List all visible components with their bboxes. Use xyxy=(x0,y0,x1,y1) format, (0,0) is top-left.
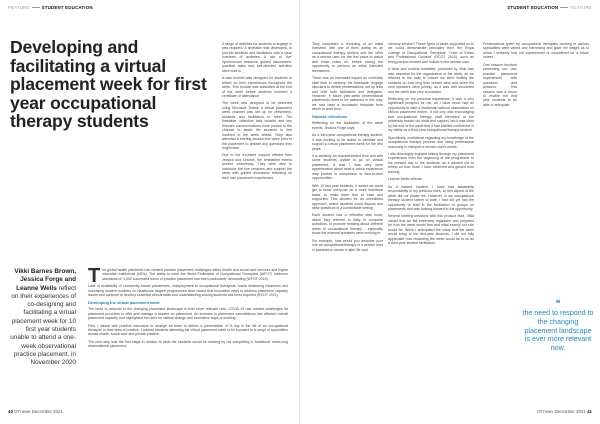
body-paragraph: Each student had a reflective task book, which they referred to daily to complete questions, to promote thinking about different areas of occupational therapy - especially those the external speakers were working in. xyxy=(312,213,383,236)
section-heading: Developing the virtual placement week xyxy=(88,299,160,305)
body-paragraph: memory service? These types of tasks supported us to we could demonstrate principles from the Royal College of Occupational Therapists' 'Code of Ethics and Professional Conduct' (RCOT 2015), such as being person-centred and holistic to the service user. xyxy=(388,42,474,64)
header-rule xyxy=(560,7,568,8)
intro-paragraph: Lack of availability of community-based placements, redeployment of occupational therapists, social distancing measures and increasing student numbers on healthcare degree programmes have meant that innovative ways to address placement capacity issues and continue to develop essential clinical skills and understanding among students has been required (RCOT 2021). xyxy=(88,284,288,298)
body-paragraph: Presentations given by occupational therapists working in various specialities were varied and interesting and gave me insight as to areas I certainly had not experienced or considered for a future career. xyxy=(483,42,589,60)
body-paragraph: I also thoroughly enjoyed talking through my placement experiences from the beginning of the programme to the present day to the students, as it allowed me to reflect on how much I have achieved and gained from training. xyxy=(388,151,474,174)
body-paragraph: A range of activities for students to engage in was required. A timetable was developed, to provide students and facilitators with a clear overview of activities. A mix of 'live' synchronous sessions, guided discussions, practical tasks and self-directed activities were built in. xyxy=(222,42,292,73)
body-paragraph: Several briefing sessions with this product lead, Vikki meant that we felt extremely organised and prepared for how the week would flow and what exactly our role would be. While I anticipated the value that the week would bring to the first-year students, I did not fully appreciate how rewarding the week would be to us as a third-year student facilitators. xyxy=(388,214,474,246)
page-number: 40 xyxy=(8,409,13,414)
header-section-title: STUDENT EDUCATION xyxy=(41,5,93,10)
article-title: Developing and facilitating a virtual placement week for first year occupational therapy students xyxy=(10,37,207,132)
body-paragraph: There was an increased impact on university staff time to develop the timetable, engage clinicians to deliver presentations, set up links and brief both facilitators and delegates. However, if future year-week observational placements need to be delivered in this way, we now have a successful template from which to work from. xyxy=(312,76,383,112)
header-section-label: FEATURE xyxy=(570,5,592,10)
body-paragraph: For example, how would you describe your role as occupational therapy in a service user in paediatrics versus in later life and xyxy=(312,238,383,252)
section-heading: Student reflections xyxy=(312,113,348,119)
body-paragraph: The week was designed to be delivered using Microsoft Teams. A virtual placement week channel was set up for presenters, students and facilitators to meet. The timetable, reflective task booklet and key relevant communications were posted to the channel to assist the students to feel involved in the week ahead. They also attended a briefing session the week prior to the placement to answer any questions they might have. xyxy=(222,101,292,150)
body-paragraph: With 10 first-year students, it meant we could get to know everyone on a more individual basis, to make them feel at ease and supported. This allowed for an uninhibited approach, where students could discuss and raise questions in a comfortable setting. xyxy=(312,183,383,210)
header-rule xyxy=(32,7,40,8)
intro-paragraph: he global health pandemic has created practice placement challenges within health and social care services and higher education institutions (HEIs). The ability to meet the World Federation of Occupational Therapists (WFOT) minimum standards of '1,000 successful hours of practice placement has been particularly' demanding (WFOT 2016). xyxy=(102,268,288,281)
body-paragraph: Reflecting on my personal experience, it was a very significant prospect for me, as I have never had an opportunity to take a leadership without observation on clinical placement before. It not only was encouraging that occupational therapy staff members at the university trusted our skills and support, but it was clear by the end of the week that it had instilled confidence in my ability as a third-year occupational therapy student. xyxy=(388,96,474,133)
body-paragraph: It is certainly an unprecedented time and with some students unable to go on clinical placement, it was I was very were apprehensive about what a virtual experience may provide in comparison to face-to-face opportunities. xyxy=(312,153,383,181)
body-paragraph: Due to the excellent support offered from Jessica and Leanne, the timetabled events worked seamlessly. They were able to introduce the live sessions and support the week with guided discussion reflecting on their own placement experiences. xyxy=(222,153,292,180)
body-column-4 xyxy=(388,42,474,249)
body-column-2 xyxy=(222,42,292,183)
body-column-5 xyxy=(483,42,589,110)
intro-paragraph: The next step was the first stage in relation to what the students would be missing by not completing a 'traditional' week-long observational placement. xyxy=(88,339,288,349)
header-section-title: STUDENT EDUCATION xyxy=(507,5,559,10)
drop-cap: T xyxy=(88,265,101,287)
left-running-header xyxy=(8,5,93,10)
pull-quote xyxy=(521,300,595,353)
body-paragraph: As a mature student, I have had leadership responsibility in my previous roles, so this aspect of the week did not phase me. However, in my occupational therapy student career to date, I had not yet had the opportunity to lead in the facilitation of groups on placements and was looking forward to the opportunity. xyxy=(388,184,474,211)
body-paragraph: They completed a recording of an initial interview, with one of them acting as an occupational therapy student and the other as a service user, for the first years to watch and make notes on, before having the opportunity to perform an initial interview themselves. xyxy=(312,42,383,73)
page-number: 41 xyxy=(587,409,592,414)
publication-name: OTnews December 2021 xyxy=(14,409,63,414)
pull-quote-text: the need to respond to the changing placement landscape is ever more relevant now. xyxy=(522,309,594,353)
body-paragraph: Leanne Wells reflects: xyxy=(388,177,423,182)
right-footer xyxy=(537,409,592,414)
standfirst-authors: Vikki Barnes Brown, Jessica Forge and Leanne Wells xyxy=(14,268,76,292)
body-column-3 xyxy=(312,42,383,255)
intro-column xyxy=(88,265,288,352)
body-paragraph: One session involved presenting our own practice placement experiences with questions and answers. This session was a forum to enable the first year students to be able to anticipate xyxy=(483,62,517,107)
body-paragraph: As a third-year occupational therapy student, it was exciting to be asked to facilitate and support a virtual placement week for the first years. xyxy=(312,133,383,151)
publication-name: OTnews December 2021 xyxy=(537,409,586,414)
standfirst-text: reflect on their experiences of co-designing and facilitating a virtual placement week for 10 first year students unable to attend a one-week observational practice placement, in November 2020 xyxy=(10,284,76,367)
body-paragraph: Reflecting on the facilitation of the week events, Jessica Forge says: xyxy=(312,121,383,130)
right-running-header xyxy=(507,5,592,10)
intro-paragraph: First, I liaised with practice educators to arrange for them to deliver a presentation of 'A day in the life of an occupational therapist' in their area of practice. I wanted students attending the virtual placement week to be exposed to a range of specialities across health, social care and private practice. xyxy=(88,323,288,337)
body-paragraph: A task booklet was designed for students to reflect on their experiences throughout the week. This booklet was submitted at the end of the week before students received a certificate of attendance. xyxy=(222,76,292,98)
header-section-label: FEATURE xyxy=(8,5,30,10)
body-paragraph: Specifically, confidence regarding my knowledge of the occupational therapy process and using professional reasoning to interpret a service user's needs. xyxy=(388,135,474,149)
left-footer xyxy=(8,409,63,414)
body-paragraph: A clear and concise timetable, produced by Vikki was also essential for the organisation of the week, as we referred to the daily to ensure we were inviting the students on how long their breaks were and when the next speakers were joining, as it was well structured and the week was very successful. xyxy=(388,67,474,94)
quote-mark-icon: ❝ xyxy=(555,298,561,308)
intro-paragraph: The need to respond to the changing placement landscape is ever more relevant now. COVID-19 has created challenges for placement providers to offer and manage a student on placement. An increase in placement cancellations has affected overall placement capacity and highlighted the need for radical change and innovative ways of working. xyxy=(88,307,288,321)
article-standfirst xyxy=(10,268,76,368)
